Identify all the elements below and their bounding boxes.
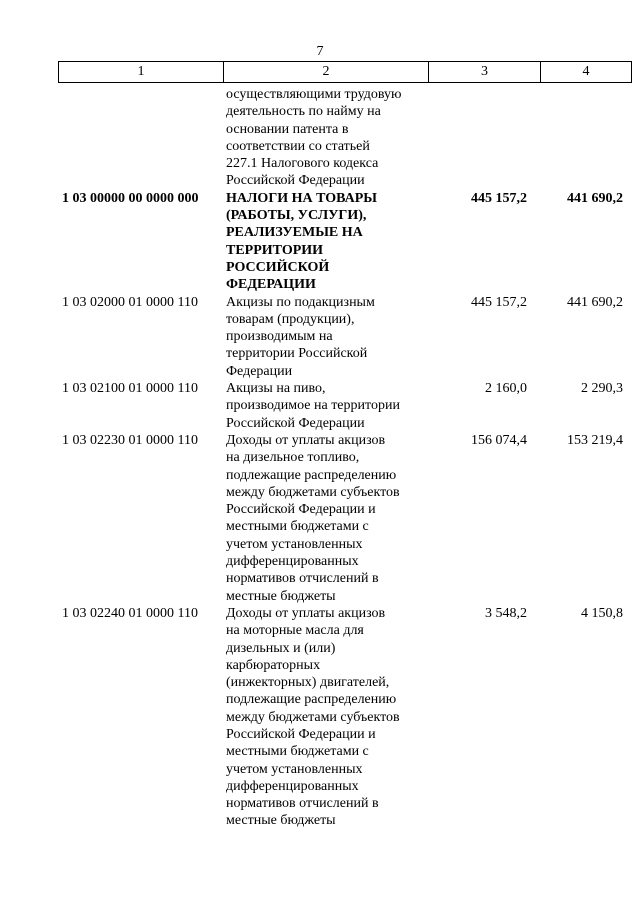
row-value-col-3: 156 074,4 [471,432,527,448]
table-row [58,380,627,432]
row-name-line: местные бюджеты [226,813,336,829]
row-name [222,432,426,605]
row-code: 1 03 02240 01 0000 110 [62,605,198,621]
header-col-1: 1 [59,62,224,83]
row-name-line: местные бюджеты [226,588,336,604]
page-number: 7 [316,44,324,59]
row-name-line: нормативов отчислений в [226,571,379,587]
row-name-line: Российской Федерации и [226,502,376,518]
revenue-table [58,86,627,830]
row-name-line: Акцизы на пиво, [226,381,326,397]
row-name-line: товарам (продукции), [226,311,355,327]
revenue-table-body [58,86,627,830]
row-name-line: РОССИЙСКОЙ [226,259,330,275]
row-name-line: между бюджетами субъектов [226,484,400,500]
row-name-line: основании патента в [226,121,349,137]
table-row [58,86,627,190]
row-name [222,294,426,380]
row-value-col-4: 441 690,2 [567,190,623,206]
row-name-line: НАЛОГИ НА ТОВАРЫ [226,190,378,206]
row-name-line: осуществляющими трудовую [226,87,402,102]
row-value-col-4: 4 150,8 [581,605,623,621]
table-row [58,190,627,294]
row-name-line: дизельных и (или) [226,640,336,656]
row-code: 1 03 00000 00 0000 000 [62,190,199,206]
row-name-line: соответствии со статьей [226,138,370,154]
row-name-line: 227.1 Налогового кодекса [226,156,379,172]
row-name [222,380,426,432]
row-value-col-3: 3 548,2 [485,605,527,621]
row-name-line: производимым на [226,329,333,345]
row-name-line: Российской Федерации [226,415,365,431]
row-name-line: ФЕДЕРАЦИИ [226,277,316,293]
row-code [58,86,222,190]
row-value-col-4: 2 290,3 [581,381,623,397]
row-name-line: РЕАЛИЗУЕМЫЕ НА [226,225,363,241]
row-name-line: подлежащие распределению [226,467,397,483]
table-row [58,294,627,380]
header-col-2: 2 [224,62,429,83]
row-name-line: учетом установленных [226,536,363,552]
row-name-line: производимое на территории [226,398,400,414]
row-name-line: учетом установленных [226,761,363,777]
row-name-line: Федерации [226,363,293,379]
header-col-3: 3 [429,62,541,83]
row-name-line: дифференцированных [226,554,359,570]
row-value-col-4: 153 219,4 [567,432,623,448]
header-col-4: 4 [541,62,632,83]
row-name-line: на дизельное топливо, [226,450,360,466]
row-name-line: местными бюджетами с [226,519,369,535]
row-name-line: подлежащие распределению [226,692,397,708]
row-code: 1 03 02100 01 0000 110 [62,381,198,397]
row-name-line: дифференцированных [226,778,359,794]
row-value-col-4: 441 690,2 [567,294,623,310]
row-value-col-4 [537,86,627,190]
row-name-line: нормативов отчислений в [226,796,379,812]
row-name [222,605,426,830]
row-name [222,190,426,294]
row-value-col-3: 445 157,2 [471,190,527,206]
row-name [222,86,426,190]
row-name-line: (РАБОТЫ, УСЛУГИ), [226,208,367,224]
row-name-line: между бюджетами субъектов [226,709,400,725]
row-code: 1 03 02230 01 0000 110 [62,432,198,448]
row-name-line: местными бюджетами с [226,744,369,760]
header-row [59,62,632,83]
row-name-line: Российской Федерации [226,173,365,189]
table-row [58,432,627,605]
table-row [58,605,627,830]
row-name-line: Доходы от уплаты акцизов [226,432,386,448]
row-value-col-3: 445 157,2 [471,294,527,310]
row-name-line: (инжекторных) двигателей, [226,675,390,691]
row-value-col-3 [426,86,537,190]
row-name-line: деятельность по найму на [226,104,381,120]
row-name-line: Акцизы по подакцизным [226,294,375,310]
row-name-line: Российской Федерации и [226,726,376,742]
column-header-table [58,61,632,83]
row-name-line: на моторные масла для [226,623,364,639]
row-name-line: ТЕРРИТОРИИ [226,242,324,258]
row-code: 1 03 02000 01 0000 110 [62,294,198,310]
row-value-col-3: 2 160,0 [485,381,527,397]
row-name-line: территории Российской [226,346,368,362]
row-name-line: карбюраторных [226,657,321,673]
row-name-line: Доходы от уплаты акцизов [226,605,386,621]
